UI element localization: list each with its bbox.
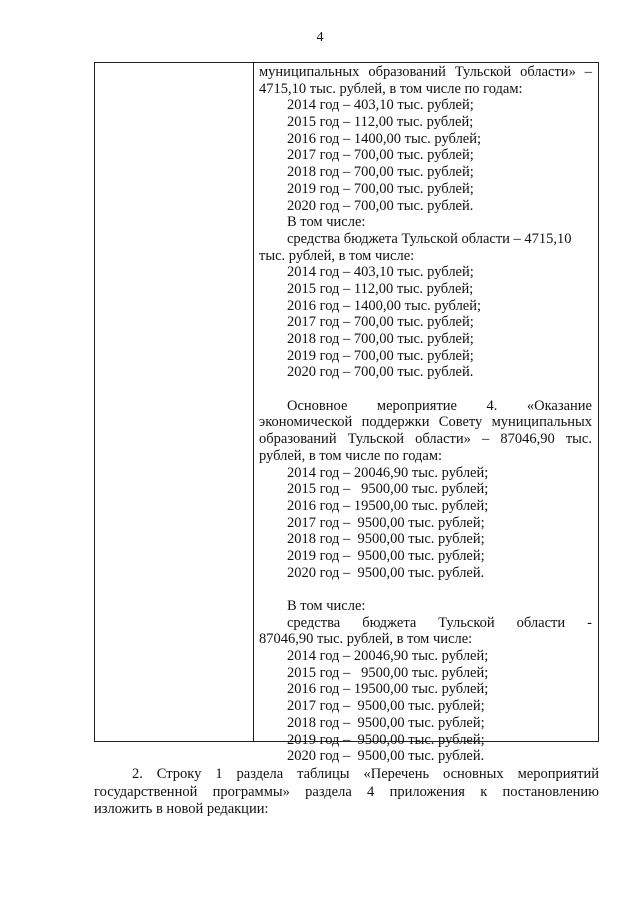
table-cell-text (259, 64, 592, 765)
text-line: 2014 год – 403,10 тыс. рублей; (287, 264, 474, 281)
text-line: 2016 год – 1400,00 тыс. рублей; (287, 297, 482, 314)
text-line: 2014 год – 20046,90 тыс. рублей; (287, 464, 489, 481)
text-line: 2017 год – 9500,00 тыс. рублей; (287, 514, 485, 531)
text-line: Основное мероприятие 4. «Оказание (287, 397, 592, 414)
text-line: 2020 год – 700,00 тыс. рублей. (287, 197, 474, 214)
text-line: средства бюджета Тульской области – 4715,10 (287, 230, 572, 247)
text-line: 2014 год – 20046,90 тыс. рублей; (287, 648, 489, 665)
text-line: тыс. рублей, в том числе: (259, 247, 415, 264)
text-line: 2018 год – 9500,00 тыс. рублей; (287, 714, 485, 731)
footer-paragraph (94, 766, 599, 819)
text-line (259, 381, 592, 398)
text-line: рублей, в том числе по годам: (259, 447, 443, 464)
text-line: В том числе: (287, 598, 366, 614)
text-line: 2019 год – 9500,00 тыс. рублей; (287, 731, 485, 748)
text-line: 2019 год – 9500,00 тыс. рублей; (287, 547, 485, 564)
column-divider (253, 63, 254, 741)
text-line: 2020 год – 9500,00 тыс. рублей. (287, 564, 485, 581)
text-line: образований Тульской области» – 87046,90 тыс. (259, 431, 592, 448)
text-line: 2016 год – 19500,00 тыс. рублей; (287, 681, 489, 698)
text-line: 4715,10 тыс. рублей, в том числе по годам: (259, 80, 523, 97)
text-line: муниципальных образований Тульской области» – (259, 64, 592, 80)
text-line (259, 581, 592, 598)
text-line: 2019 год – 700,00 тыс. рублей; (287, 180, 474, 197)
text-line: 2017 год – 700,00 тыс. рублей; (287, 314, 474, 331)
paragraph-line: изложить в новой редакции: (94, 801, 269, 817)
text-line: 2015 год – 112,00 тыс. рублей; (287, 280, 474, 297)
text-line: 2015 год – 112,00 тыс. рублей; (287, 114, 474, 131)
text-line: 2015 год – 9500,00 тыс. рублей; (287, 664, 489, 681)
text-line: средства бюджета Тульской области - (287, 614, 592, 631)
text-line: 2014 год – 403,10 тыс. рублей; (287, 97, 474, 114)
text-line: 2017 год – 9500,00 тыс. рублей; (287, 698, 485, 715)
text-line: 2019 год – 700,00 тыс. рублей; (287, 347, 474, 364)
text-line: 2020 год – 9500,00 тыс. рублей. (287, 748, 485, 765)
text-line: экономической поддержки Совету муниципальных (259, 414, 592, 431)
text-line: 2018 год – 700,00 тыс. рублей; (287, 331, 474, 347)
text-line: В том числе: (287, 214, 366, 231)
paragraph-line: 2. Строку 1 раздела таблицы «Перечень основных мероприятий (132, 766, 599, 782)
text-line: 2015 год – 9500,00 тыс. рублей; (287, 481, 489, 498)
paragraph-line: государственной программы» раздела 4 приложения к постановлению (94, 783, 599, 800)
text-line: 2020 год – 700,00 тыс. рублей. (287, 364, 474, 381)
page-number: 4 (316, 30, 324, 45)
text-line: 2018 год – 9500,00 тыс. рублей; (287, 531, 485, 548)
budget-table (94, 62, 599, 765)
text-line: 87046,90 тыс. рублей, в том числе: (259, 631, 473, 648)
text-line: 2016 год – 1400,00 тыс. рублей; (287, 130, 482, 147)
text-line: 2016 год – 19500,00 тыс. рублей; (287, 497, 489, 514)
text-line: 2017 год – 700,00 тыс. рублей; (287, 147, 474, 164)
text-line: 2018 год – 700,00 тыс. рублей; (287, 164, 474, 181)
